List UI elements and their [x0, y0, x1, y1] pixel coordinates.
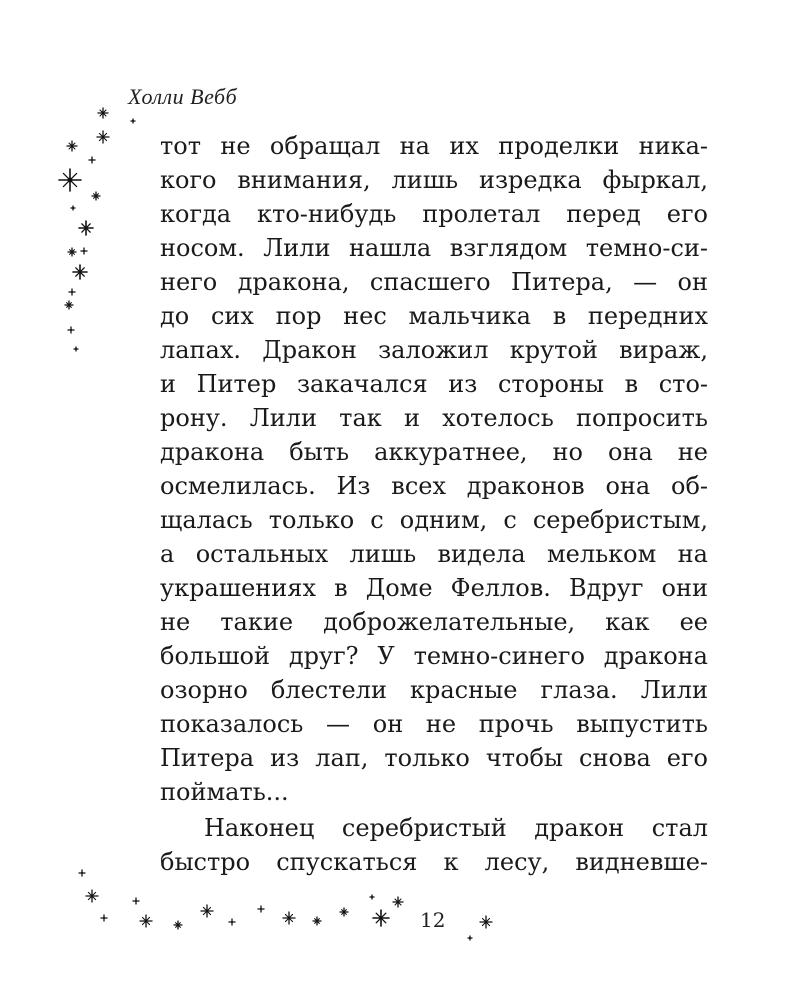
- text-line: рону. Лили так и хотелось попросить: [160, 404, 708, 432]
- text-line: украшениях в Доме Феллов. Вдруг они: [160, 574, 708, 602]
- sparkle-star-icon: [340, 908, 348, 916]
- text-line: показалось — он не прочь выпустить: [160, 710, 708, 738]
- sparkle-star-icon: [229, 919, 235, 925]
- sparkle-star-icon: [393, 897, 403, 907]
- text-line: щалась только с одним, с серебристым,: [160, 506, 708, 534]
- text-line: кого внимания, лишь изредка фыркал,: [160, 166, 708, 194]
- text-line: большой друг? У темно-синего дракона: [160, 642, 708, 670]
- sparkle-star-icon: [79, 221, 93, 235]
- text-line: поймать...: [160, 778, 289, 806]
- sparkle-star-icon: [370, 895, 374, 899]
- text-line: и Питер закачался из стороны в сто-: [160, 370, 708, 398]
- sparkle-star-icon: [98, 108, 108, 118]
- sparkle-star-icon: [283, 912, 295, 924]
- sparkle-star-icon: [68, 248, 76, 256]
- running-head-author: Холли Вебб: [128, 84, 238, 109]
- sparkle-star-icon: [97, 131, 109, 143]
- sparkle-star-icon: [59, 169, 81, 191]
- text-line: лапах. Дракон заложил крутой вираж,: [160, 336, 708, 364]
- body-text: [160, 129, 708, 879]
- text-line: носом. Лили нашла взглядом темно-си-: [160, 234, 708, 262]
- text-line: Питера из лап, только чтобы снова его: [160, 744, 708, 772]
- sparkle-star-icon: [71, 206, 75, 210]
- sparkle-star-icon: [68, 327, 74, 333]
- text-line: озорно блестели красные глаза. Лили: [160, 676, 708, 704]
- sparkle-star-icon: [174, 921, 182, 929]
- sparkle-star-icon: [480, 916, 492, 928]
- text-line: осмелилась. Из всех драконов она об-: [160, 472, 708, 500]
- sparkle-star-icon: [258, 906, 264, 912]
- sparkle-star-icon: [73, 265, 87, 279]
- sparkle-star-icon: [201, 905, 213, 917]
- sparkle-star-icon: [92, 192, 100, 200]
- sparkle-star-icon: [69, 289, 75, 295]
- sparkle-star-icon: [89, 157, 95, 163]
- text-line: когда кто-нибудь пролетал перед его: [160, 200, 708, 228]
- text-line: быстро спускаться к лесу, видневше-: [160, 848, 708, 876]
- sparkle-star-icon: [313, 917, 321, 925]
- sparkle-star-icon: [79, 870, 85, 876]
- text-line: не такие доброжелательные, как ее: [160, 608, 708, 636]
- sparkle-star-icon: [101, 915, 107, 921]
- sparkle-star-icon: [81, 248, 87, 254]
- text-line: до сих пор нес мальчика в передних: [160, 302, 708, 330]
- sparkle-star-icon: [373, 910, 389, 926]
- text-line: дракона быть аккуратнее, но она не: [160, 438, 708, 466]
- sparkle-star-icon: [140, 915, 152, 927]
- sparkle-star-icon: [133, 898, 139, 904]
- sparkle-star-icon: [468, 936, 472, 940]
- sparkle-star-icon: [65, 301, 73, 309]
- page-number: 12: [420, 908, 446, 932]
- sparkle-star-icon: [67, 141, 77, 151]
- sparkle-star-icon: [86, 890, 98, 902]
- sparkle-star-icon: [131, 119, 135, 123]
- sparkle-star-icon: [74, 347, 78, 351]
- text-line: него дракона, спасшего Питера, — он: [160, 268, 708, 296]
- text-line: Наконец серебристый дракон стал: [204, 814, 708, 842]
- text-line: тот не обращал на их проделки ника-: [160, 132, 708, 160]
- text-line: а остальных лишь видела мельком на: [160, 540, 708, 568]
